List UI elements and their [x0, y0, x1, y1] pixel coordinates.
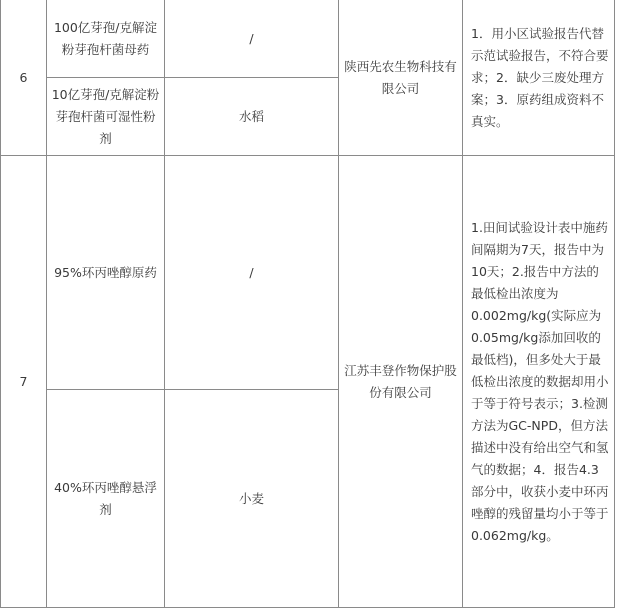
- row-number: 6: [1, 0, 47, 156]
- table-row: [1, 156, 615, 390]
- crop-name: 水稻: [165, 78, 339, 156]
- company-name: 江苏丰登作物保护股份有限公司: [339, 156, 463, 608]
- company-name: 陕西先农生物科技有限公司: [339, 0, 463, 156]
- product-name: 100亿芽孢/克解淀粉芽孢杆菌母药: [47, 0, 165, 78]
- crop-name: 小麦: [165, 390, 339, 608]
- crop-name: /: [165, 156, 339, 390]
- row-number: 7: [1, 156, 47, 608]
- review-notes: 1.田间试验设计表中施药间隔期为7天，报告中为10天；2.报告中方法的最低检出浓度为0.002mg/kg(实际应为0.05mg/kg添加回收的最低档)，但多处大于最低检出浓度的数据却用小于等于符号表示；3.检测方法为GC-NPD，但方法描述中没有给出空气和氢气的数据；4．报告4.3部分中，收获小麦中环丙唑醇的残留量均小于等于0.062mg/kg。: [463, 156, 615, 608]
- product-name: 40%环丙唑醇悬浮剂: [47, 390, 165, 608]
- crop-name: /: [165, 0, 339, 78]
- product-name: 10亿芽孢/克解淀粉芽孢杆菌可湿性粉剂: [47, 78, 165, 156]
- review-notes: 1．用小区试验报告代替示范试验报告，不符合要求；2．缺少三废处理方案；3．原药组成资料不真实。: [463, 0, 615, 156]
- table-row: [1, 0, 615, 78]
- product-name: 95%环丙唑醇原药: [47, 156, 165, 390]
